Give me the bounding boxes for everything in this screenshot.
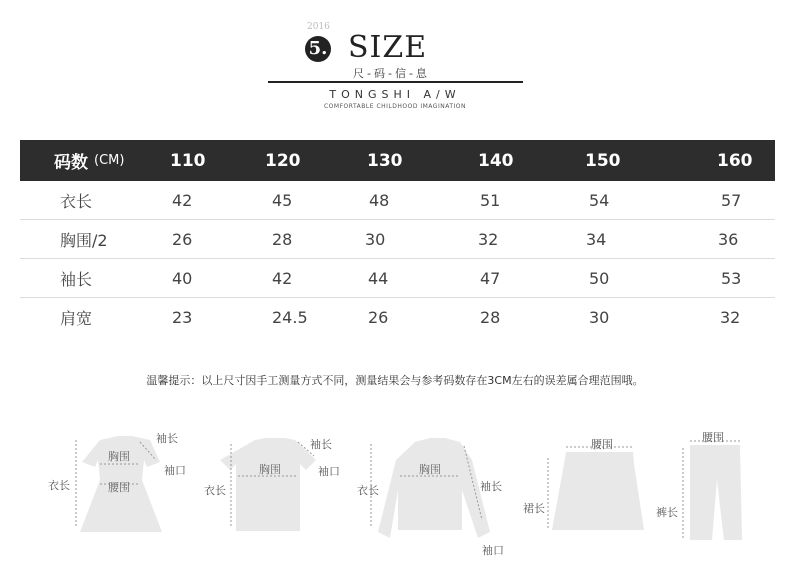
table-cell: 36 [718,229,739,249]
table-row [20,298,775,336]
row-label: 袖长 [60,269,93,289]
table-cell: 34 [586,229,607,249]
size-column-header: 150 [585,150,621,171]
sweater-cuff-label: 袖口 [482,544,504,557]
sweater-shape [378,438,490,538]
dress-chest-label: 胸围 [108,450,130,463]
skirt-shape [552,452,644,530]
pants-shape [690,445,742,540]
table-cell: 44 [368,268,389,288]
measurement-note: 温馨提示：以上尺寸因手工测量方式不同，测量结果会与参考码数存在3CM左右的误差属合理范围哦。 [146,374,644,387]
table-cell: 24.5 [272,307,308,327]
skirt-waist-label: 腰围 [591,438,613,451]
table-cell: 32 [720,307,741,327]
size-column-header: 160 [717,150,753,171]
sweater-length-label: 衣长 [357,484,379,497]
pants-length-label: 裤长 [656,506,678,519]
page-title: SIZE [348,30,428,65]
table-cell: 47 [480,268,501,288]
size-column-header: 110 [170,150,206,171]
sweater-sleeve-label: 袖长 [480,480,502,493]
size-header [0,0,790,115]
table-cell: 51 [480,190,501,210]
dress-cuff-label: 袖口 [164,464,186,477]
table-row [20,181,775,220]
table-cell: 30 [589,307,610,327]
table-cell: 23 [172,307,193,327]
table-row [20,259,775,298]
table-cell: 45 [272,190,293,210]
section-number-badge: 5. [305,36,331,62]
table-cell: 26 [368,307,389,327]
garment-illustrations [0,420,790,579]
year-label: 2016 [307,22,330,32]
tshirt-cuff-label: 袖口 [318,465,340,478]
tshirt-sleeve-label: 袖长 [310,438,332,451]
table-cell: 40 [172,268,193,288]
header-unit: (CM) [94,153,125,168]
brand-tagline: COMFORTABLE CHILDHOOD IMAGINATION [323,103,466,110]
size-table [20,140,775,336]
table-cell: 42 [172,190,193,210]
tshirt-length-label: 衣长 [204,484,226,497]
pants-waist-label: 腰围 [702,431,724,444]
measurement-diagrams [0,420,790,579]
table-cell: 53 [721,268,742,288]
table-cell: 28 [272,229,293,249]
table-cell: 28 [480,307,501,327]
sweater-chest-label: 胸围 [419,463,441,476]
table-cell: 32 [478,229,499,249]
header-divider [268,81,523,83]
size-column-header: 130 [367,150,403,171]
table-cell: 57 [721,190,742,210]
header-label: 码数 [54,153,88,173]
table-row [20,220,775,259]
row-label: 胸围/2 [60,230,108,250]
tshirt-chest-label: 胸围 [259,463,281,476]
row-label: 衣长 [60,191,93,211]
row-label: 肩宽 [60,308,93,328]
table-cell: 54 [589,190,610,210]
table-cell: 26 [172,229,193,249]
size-column-header: 140 [478,150,514,171]
dress-sleeve-label: 袖长 [156,432,178,445]
dress-length-label: 衣长 [48,479,70,492]
page-subtitle: 尺-码-信-息 [353,67,430,80]
size-column-header: 120 [265,150,301,171]
skirt-length-label: 裙长 [523,502,545,515]
table-cell: 42 [272,268,293,288]
header-label-cell [54,140,124,181]
size-table-header [20,140,775,181]
table-cell: 50 [589,268,610,288]
table-cell: 30 [365,229,386,249]
table-cell: 48 [369,190,390,210]
dress-waist-label: 腰围 [108,481,130,494]
brand-name: TONGSHI A/W [329,88,461,101]
tshirt-shape [220,438,316,531]
